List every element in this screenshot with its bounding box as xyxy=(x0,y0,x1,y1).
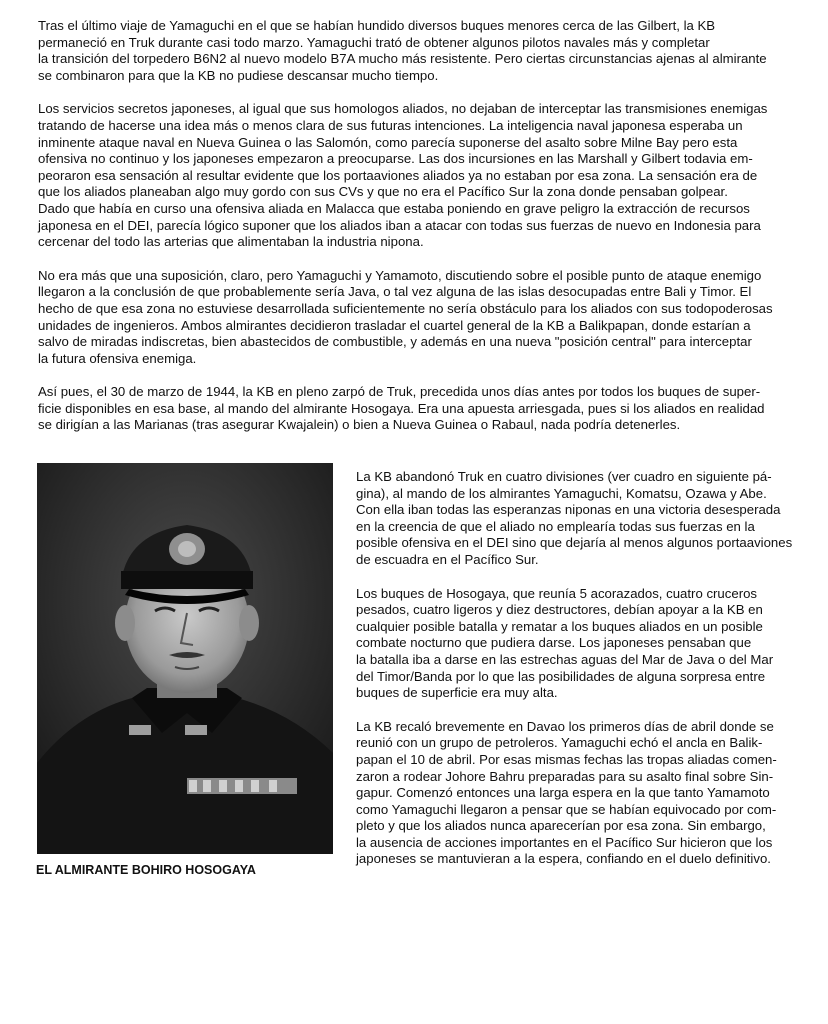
text-line: gapur. Comenzó entonces una larga espera en la que tanto Yamamoto xyxy=(356,785,770,801)
text-line: la futura ofensiva enemiga. xyxy=(38,350,197,366)
text-line: pleto y que los aliados nunca aparecerían por esa zona. Sin embargo, xyxy=(356,818,766,834)
side-paragraph-1 xyxy=(356,469,818,569)
text-line: ofensiva no continuo y los japoneses empezaron a preocuparse. Las dos incursiones en las Marshall y Gilbert todavia em- xyxy=(38,151,753,167)
intro-text-block xyxy=(38,18,810,451)
text-line: reunió con un grupo de petroleros. Yamaguchi echó el ancla en Balik- xyxy=(356,735,763,751)
text-line: La KB recaló brevemente en Davao los primeros días de abril donde se xyxy=(356,718,774,734)
text-line: del Timor/Banda por lo que las posibilidades de alguna sorpresa entre xyxy=(356,668,766,684)
text-line: japonesa en el DEI, parecía lógico suponer que los aliados iban a atacar con todas sus fuerzas de nuevo en Indonesia para xyxy=(38,217,761,233)
text-line: Con ella iban todas las esperanzas niponas en una victoria desesperada xyxy=(356,502,781,518)
intro-paragraph-1 xyxy=(38,18,810,84)
text-line: que los aliados planeaban algo muy gordo con sus CVs y que no era el Pacífico Sur la zona donde pensaban golpear. xyxy=(38,184,728,200)
text-line: La KB abandonó Truk en cuatro divisiones (ver cuadro en siguiente pá- xyxy=(356,469,772,484)
text-line: tratando de hacerse una idea más o menos clara de sus futuras intenciones. La inteligencia naval japonesa esperaba un xyxy=(38,117,743,133)
text-line: cercenar del todo las arterias que alimentaban la industria nipona. xyxy=(38,234,424,250)
text-line: llegaron a la conclusión de que probablemente sería Java, o tal vez alguna de las islas desocupadas entre Bali y Timor. El xyxy=(38,284,752,300)
text-line: Dado que había en curso una ofensiva aliada en Malacca que estaba poniendo en grave peligro la extracción de recursos xyxy=(38,200,750,216)
text-line: pesados, cuatro ligeros y diez destructores, debían apoyar a la KB en xyxy=(356,602,763,618)
text-line: buques de superficie era muy alta. xyxy=(356,685,558,701)
text-line: hecho de que esa zona no estuviese desarrollada suficientemente no sería obstáculo para los aliados con sus todopoderosas xyxy=(38,300,773,316)
text-line: combate nocturno que pudiera darse. Los japoneses pensaban que xyxy=(356,635,752,651)
text-line: Así pues, el 30 de marzo de 1944, la KB en pleno zarpó de Truk, precedida unos días antes por todos los buques de super- xyxy=(38,384,761,400)
text-line: Los servicios secretos japoneses, al igual que sus homologos aliados, no dejaban de interceptar las transmisiones enemigas xyxy=(38,101,768,117)
text-line: gina), al mando de los almirantes Yamaguchi, Komatsu, Ozawa y Abe. xyxy=(356,485,767,501)
text-line: zaron a rodear Johore Bahru preparadas para su asalto final sobre Sin- xyxy=(356,768,774,784)
intro-paragraph-4 xyxy=(38,384,810,434)
side-text-block xyxy=(356,469,818,885)
text-line: la batalla iba a darse en las estrechas aguas del Mar de Java o del Mar xyxy=(356,651,774,667)
portrait-admiral-icon xyxy=(37,463,333,854)
text-line: como Yamaguchi llegaron a pensar que se habían equivocado por com- xyxy=(356,801,777,817)
text-line: en la creencia de que el aliado no emplearía todas sus fuerzas en la xyxy=(356,518,755,534)
text-line: cualquier posible batalla y rematar a los buques aliados en un posible xyxy=(356,618,763,634)
text-line: Los buques de Hosogaya, que reunía 5 acorazados, cuatro cruceros xyxy=(356,585,758,601)
text-line: inminente ataque naval en Nueva Guinea o las Salomón, como parecía suponerse del asalto sobre Milne Bay pero esta xyxy=(38,134,738,150)
text-line: la ausencia de acciones importantes en el Pacífico Sur hicieron que los xyxy=(356,834,773,850)
intro-paragraph-3 xyxy=(38,268,810,368)
side-paragraph-3 xyxy=(356,719,818,868)
text-line: ficie disponibles en esa base, al mando del almirante Hosogaya. Era una apuesta arriesgada, pues si los aliados en realidad xyxy=(38,400,765,416)
text-line: peoraron esa sensación al resultar evidente que los portaaviones aliados ya no estaban por esa zona. La sensación era de xyxy=(38,167,758,183)
text-line: se combinaron para que la KB no pudiese descansar mucho tiempo. xyxy=(38,67,439,83)
text-line: unidades de ingenieros. Ambos almirantes decidieron trasladar el cuartel general de la KB a Balikpapan, donde estarían a xyxy=(38,317,751,333)
text-line: Tras el último viaje de Yamaguchi en el que se habían hundido diversos buques menores cerca de las Gilbert, la KB xyxy=(38,18,716,33)
side-paragraph-2 xyxy=(356,586,818,702)
text-line: salvo de miradas indiscretas, bien abastecidos de combustible, y además en una nueva "posición central" para interceptar xyxy=(38,334,752,350)
text-line: posible ofensiva en el DEI sino que dejaría al menos algunos portaaviones xyxy=(356,535,793,551)
text-line: permaneció en Truk durante casi todo marzo. Yamaguchi trató de obtener algunos pilotos navales más y completar xyxy=(38,34,710,50)
text-line: papan el 10 de abril. Por esas mismas fechas las tropas aliadas comen- xyxy=(356,751,777,767)
text-line: No era más que una suposición, claro, pero Yamaguchi y Yamamoto, discutiendo sobre el posible punto de ataque enemigo xyxy=(38,267,762,283)
intro-paragraph-2 xyxy=(38,101,810,250)
text-line: la transición del torpedero B6N2 al nuevo modelo B7A mucho más resistente. Pero ciertas circunstancias ajenas al almirante xyxy=(38,51,767,67)
text-line: se dirigían a las Marianas (tras asegurar Kwajalein) o bien a Nueva Guinea o Rabaul, nada podría detenerles. xyxy=(38,417,681,433)
admiral-portrait-photo xyxy=(37,463,333,854)
photo-caption: EL ALMIRANTE BOHIRO HOSOGAYA xyxy=(36,863,256,877)
text-line: japoneses se mantuvieran a la espera, confiando en el duelo definitivo. xyxy=(356,851,771,867)
text-line: de escuadra en el Pacífico Sur. xyxy=(356,551,539,567)
